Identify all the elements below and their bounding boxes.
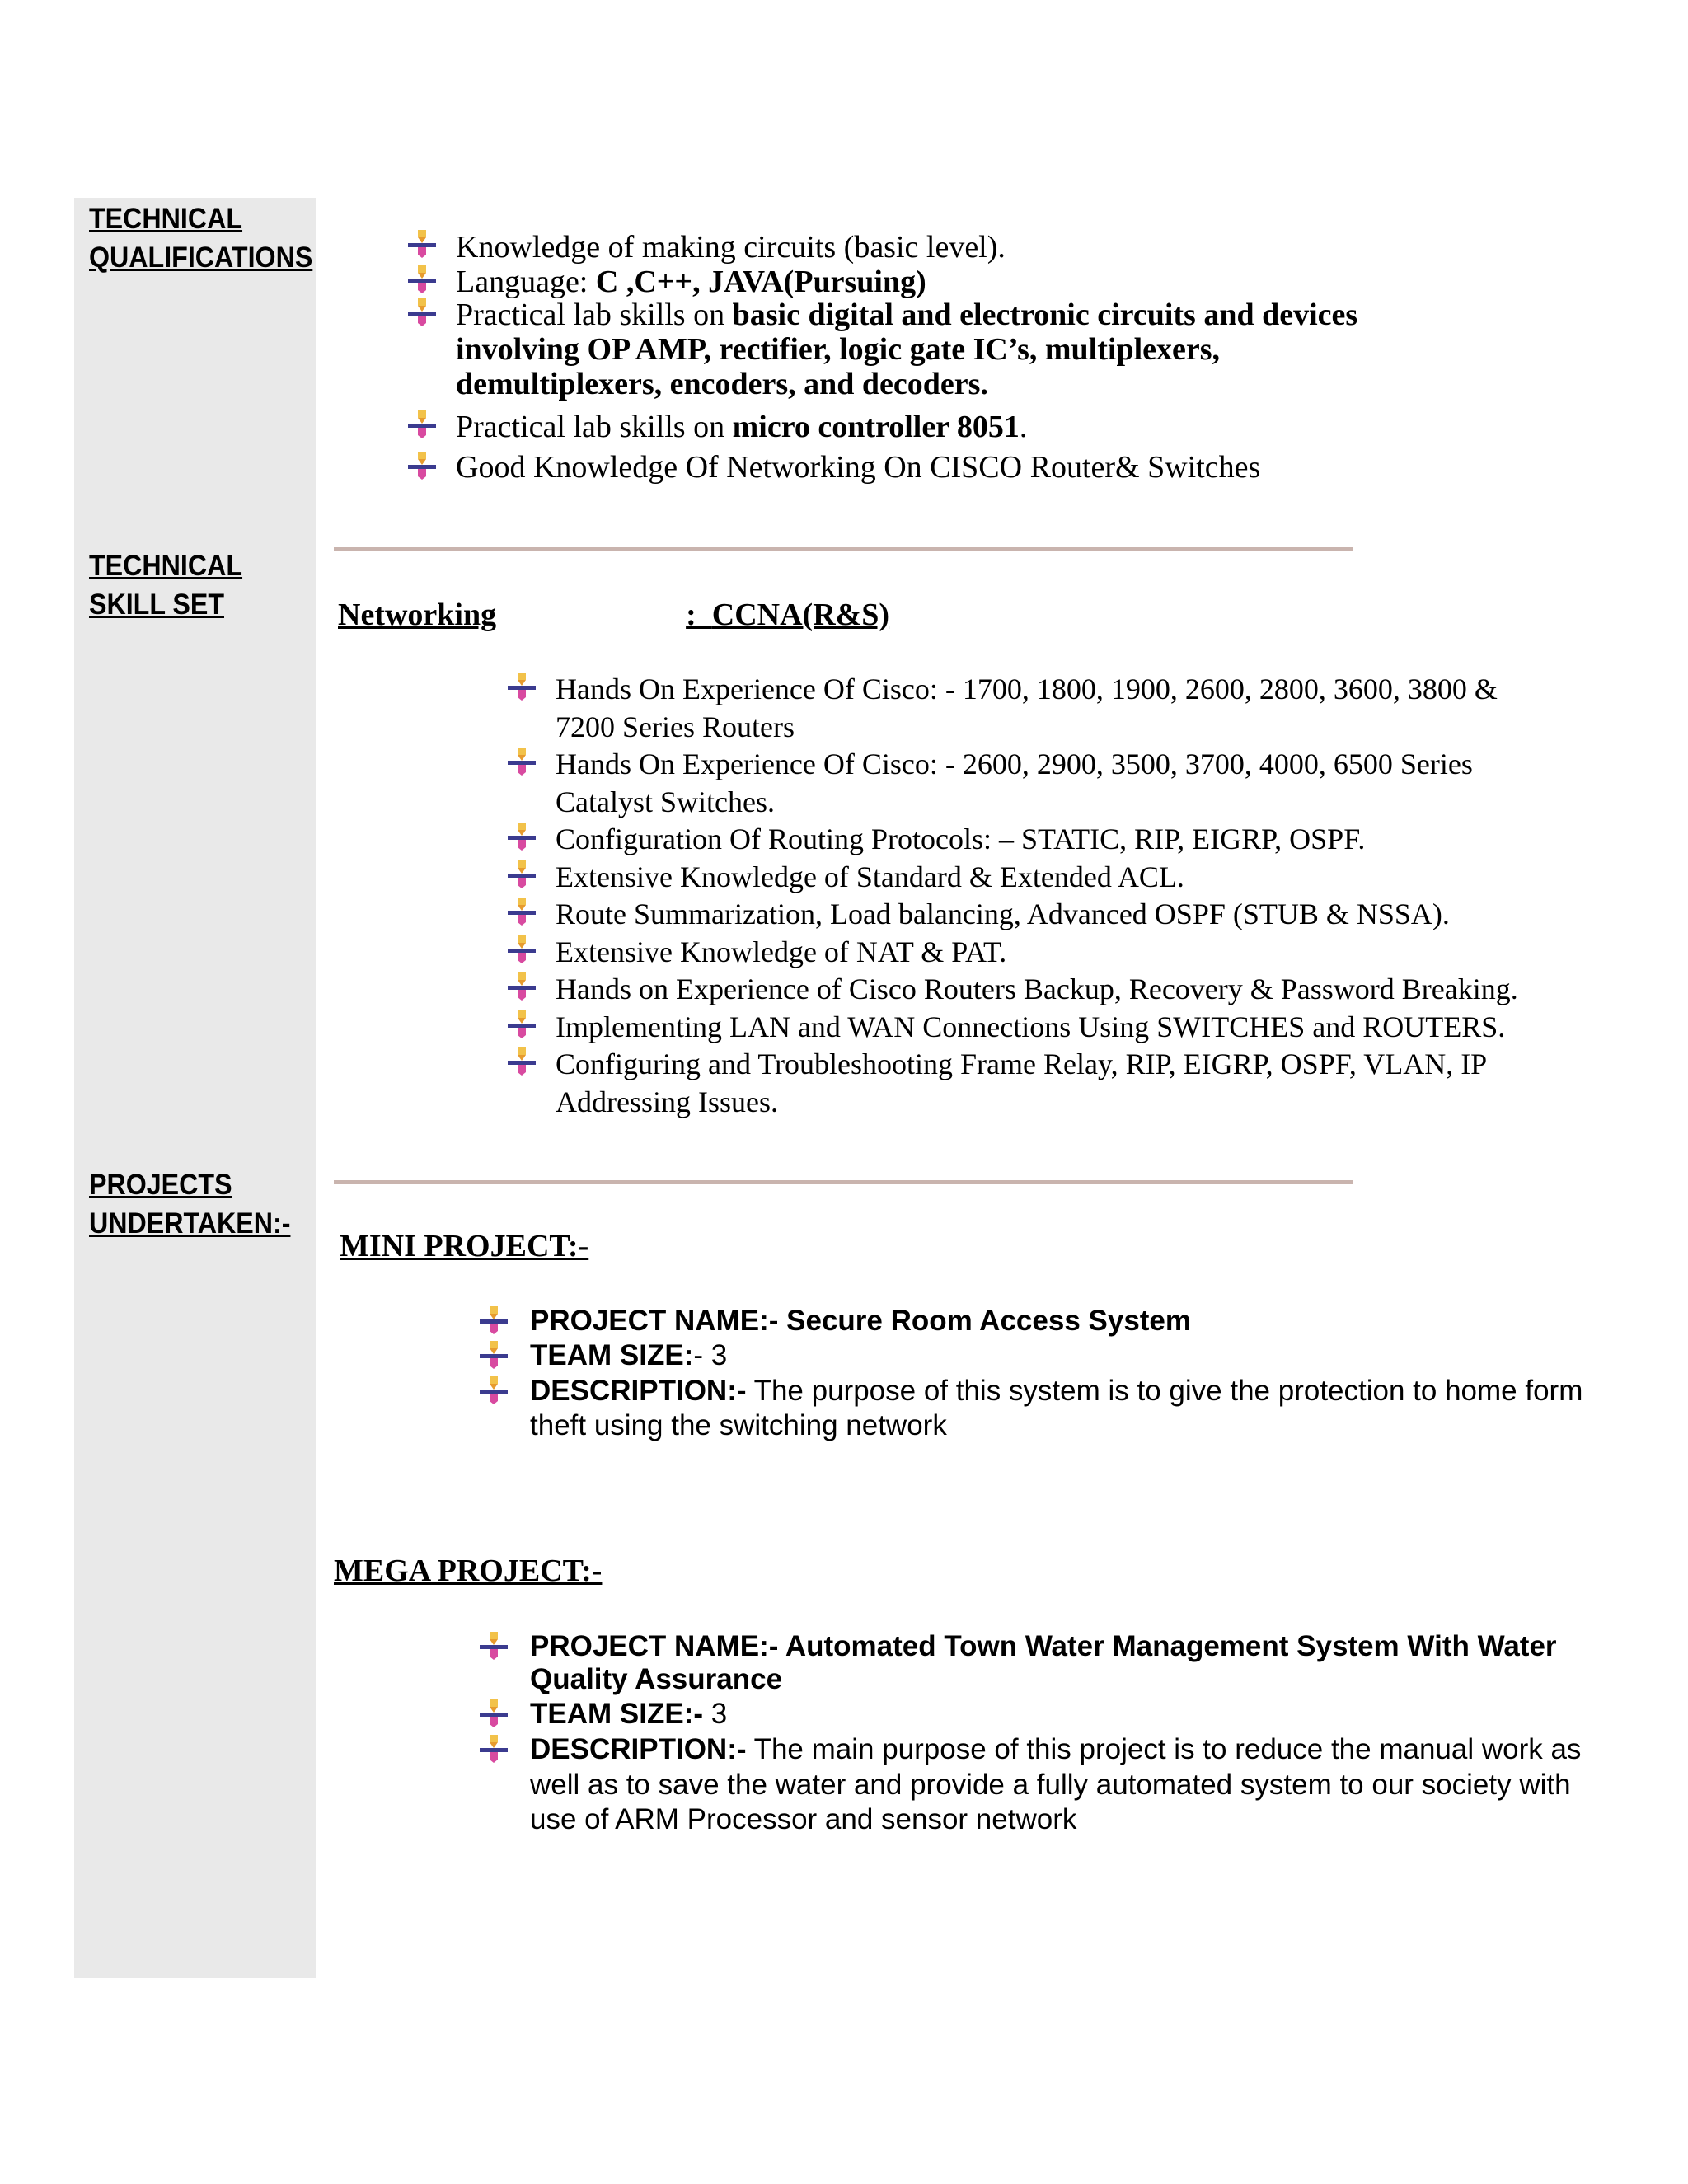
value-text: - 3 [693, 1339, 728, 1371]
networking-skill-item: Configuring and Troubleshooting Frame Relay, RIP, EIGRP, OSPF, VLAN, IP [556, 1047, 1488, 1080]
networking-skill-item-continuation: Catalyst Switches. [556, 785, 775, 818]
bullet-icon [408, 410, 436, 438]
mega-project-title: MEGA PROJECT:- [334, 1554, 603, 1588]
label-text: TEAM SIZE:- [530, 1698, 703, 1730]
qualification-item [456, 264, 926, 300]
qualification-item-continuation: involving OP AMP, rectifier, logic gate IC’s, multiplexers, [456, 332, 1221, 367]
label-text: Practical lab skills on [456, 298, 733, 332]
label-text: PROJECT NAME:- [530, 1305, 779, 1337]
label-text: PROJECT NAME:- [530, 1630, 779, 1662]
heading-line: SKILL SET [89, 588, 225, 621]
bullet-icon [408, 265, 436, 293]
heading-projects-undertaken [89, 1165, 290, 1243]
networking-skill-item: Route Summarization, Load balancing, Advanced OSPF (STUB & NSSA). [556, 898, 1450, 930]
bullet-icon [480, 1376, 508, 1404]
qualification-item: Knowledge of making circuits (basic level). [456, 230, 1006, 265]
networking-skill-item: Extensive Knowledge of Standard & Extended ACL. [556, 860, 1184, 893]
mini-project-description [530, 1374, 1582, 1408]
bullet-icon [508, 823, 536, 851]
mini-project-name [530, 1304, 1191, 1338]
bullet-icon [480, 1306, 508, 1334]
heading-line: QUALIFICATIONS [89, 241, 313, 274]
bullet-icon [408, 230, 436, 258]
label-text: . [1019, 410, 1028, 444]
networking-skill-item: Hands On Experience Of Cisco: - 1700, 1800, 1900, 2600, 2800, 3600, 3800 & [556, 673, 1498, 705]
networking-skill-item: Implementing LAN and WAN Connections Using SWITCHES and ROUTERS. [556, 1010, 1506, 1043]
heading-line: PROJECTS [89, 1169, 232, 1201]
mega-project-description-continuation: well as to save the water and provide a fully automated system to our society with [530, 1769, 1571, 1801]
networking-skill-item-continuation: 7200 Series Routers [556, 710, 795, 743]
sidebar-panel [74, 198, 316, 1978]
mega-project-description [530, 1732, 1581, 1767]
mini-project-description-continuation: theft using the switching network [530, 1409, 947, 1441]
bullet-icon [508, 1047, 536, 1076]
section-divider [334, 547, 1353, 551]
value-text: 3 [702, 1698, 728, 1730]
section-divider [334, 1180, 1353, 1184]
mega-project-name [530, 1629, 1557, 1664]
bullet-icon [480, 1341, 508, 1369]
qualification-item-continuation: demultiplexers, encoders, and decoders. [456, 367, 988, 401]
qualification-item [456, 297, 1357, 333]
networking-skill-item: Hands on Experience of Cisco Routers Backup, Recovery & Password Breaking. [556, 972, 1518, 1005]
mega-project-name-continuation: Quality Assurance [530, 1663, 783, 1695]
value-text: Secure Room Access System [778, 1305, 1192, 1337]
label-text: DESCRIPTION:- [530, 1733, 747, 1765]
value-text: The main purpose of this project is to reduce the manual work as [746, 1733, 1582, 1765]
networking-label: Networking [338, 598, 497, 632]
bullet-icon [480, 1632, 508, 1660]
networking-heading [338, 597, 889, 633]
bullet-icon [408, 298, 436, 326]
bold-text: micro controller 8051 [732, 410, 1020, 444]
bullet-icon [508, 1010, 536, 1038]
networking-skill-item-continuation: Addressing Issues. [556, 1085, 778, 1118]
networking-skill-item: Hands On Experience Of Cisco: - 2600, 2900, 3500, 3700, 4000, 6500 Series [556, 748, 1473, 780]
mega-project-description-continuation: use of ARM Processor and sensor network [530, 1803, 1077, 1835]
value-text: The purpose of this system is to give the protection to home form [746, 1375, 1583, 1407]
bullet-icon [508, 748, 536, 776]
label-text: TEAM SIZE: [530, 1339, 694, 1371]
value-text: Automated Town Water Management System With Water [778, 1630, 1557, 1662]
heading-technical-qualifications [89, 199, 312, 277]
bullet-icon [508, 898, 536, 926]
qualification-item [456, 409, 1027, 445]
bold-text: basic digital and electronic circuits and devices [732, 298, 1358, 332]
label-text: Language: [456, 265, 596, 299]
bullet-icon [408, 452, 436, 480]
bullet-icon [508, 673, 536, 701]
mega-project-team-size [530, 1697, 727, 1732]
bullet-icon [480, 1735, 508, 1763]
qualification-item: Good Knowledge Of Networking On CISCO Router& Switches [456, 450, 1261, 485]
heading-line: UNDERTAKEN:- [89, 1207, 291, 1240]
heading-line: TECHNICAL [89, 203, 243, 235]
bullet-icon [508, 935, 536, 963]
bullet-icon [508, 860, 536, 888]
networking-value: CCNA(R&S) [711, 598, 890, 632]
networking-separator: : [686, 598, 696, 632]
mini-project-team-size [530, 1338, 727, 1373]
networking-skill-item: Extensive Knowledge of NAT & PAT. [556, 935, 1007, 968]
heading-line: TECHNICAL [89, 550, 243, 582]
mini-project-title: MINI PROJECT:- [340, 1229, 589, 1263]
label-text: DESCRIPTION:- [530, 1375, 747, 1407]
heading-technical-skill-set [89, 546, 242, 624]
bold-text: C ,C++, JAVA(Pursuing) [595, 265, 926, 299]
bullet-icon [508, 972, 536, 1001]
networking-skill-item: Configuration Of Routing Protocols: – STATIC, RIP, EIGRP, OSPF. [556, 823, 1366, 855]
label-text: Practical lab skills on [456, 410, 733, 444]
bullet-icon [480, 1699, 508, 1727]
